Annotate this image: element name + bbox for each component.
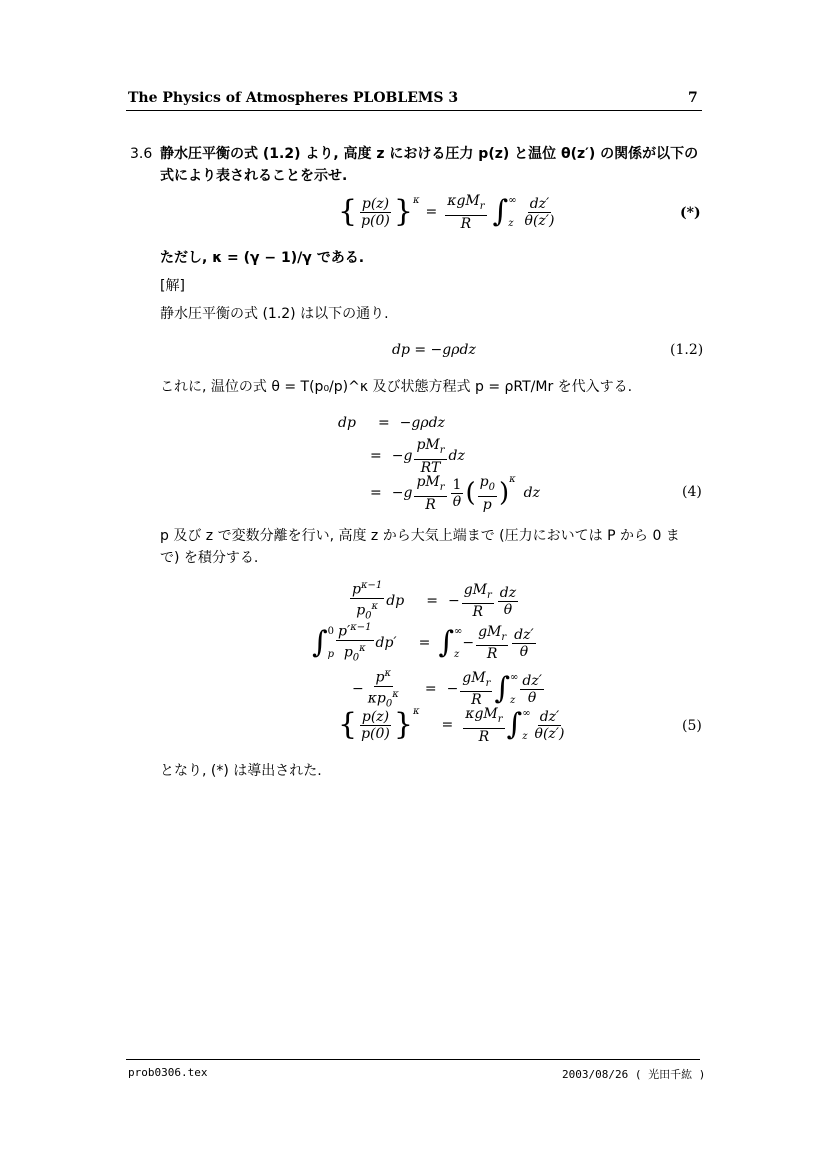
derivation-eq4-line3: = −g $\frac{pM_r}{R}$ $\frac{1}{\theta}$ ( $\frac{p_0}{p}$ ) $^\kappa$ dz [370, 474, 540, 513]
target-equation: { $\frac{p(z)}{p(0)}$ } $^\kappa$ = $\frac{\kappa gM_r}{R}$ ∫ ∞ z $\frac{dz'}{\theta(z')}$ [338, 193, 555, 232]
solution-label: [解] [160, 278, 185, 294]
derivation-eq5-line3: − $\frac{p^\kappa}{\kappa p_0^\kappa}$ = − $\frac{gM_r}{R}$ ∫ ∞ z $\frac{dz'}{\theta}$ [352, 668, 542, 710]
separation-text-line2: で) を積分する. [160, 550, 259, 566]
page-number: 7 [688, 90, 698, 106]
running-header-title: The Physics of Atmospheres PLOBLEMS 3 [128, 90, 459, 106]
equation-label-star: (*) [680, 205, 701, 221]
derivation-eq4-line2: = −g $\frac{pM_r}{RT}$ dz [370, 437, 465, 476]
problem-statement-line2: 式により表されることを示せ. [160, 168, 348, 184]
conclusion-text: となり, (*) は導出された. [160, 763, 322, 779]
separation-text-line1: p 及び z で変数分離を行い, 高度 z から大気上端まで (圧力においては P から 0 ま [160, 528, 680, 544]
footer-filename: prob0306.tex [128, 1066, 208, 1079]
footer-date-author: 2003/08/26 ( 光田千紘 ) [562, 1068, 706, 1081]
equation-1-2: dp = −gρdz [392, 342, 476, 358]
kappa-definition: ただし, κ = (γ − 1)/γ である. [160, 250, 365, 266]
derivation-eq5-line2: ∫ 0 p $\frac{p'^{\kappa-1}}{p_0^\kappa}$ dp′ = ∫ ∞ z − $\frac{gM_r}{R}$ $\frac{dz'}{\theta}$ [312, 622, 534, 664]
equation-label-4: (4) [682, 484, 702, 500]
problem-statement-line1: 静水圧平衡の式 (1.2) より, 高度 z における圧力 p(z) と温位 θ(z′) の関係が以下の [160, 146, 699, 162]
derivation-eq5-line1: $\frac{p^{\kappa-1}}{p_0^\kappa}$ dp = − $\frac{gM_r}{R}$ $\frac{dz}{\theta}$ [352, 580, 517, 622]
problem-number: 3.6 [130, 146, 153, 162]
header-rule [126, 110, 702, 111]
footer-rule [126, 1059, 700, 1060]
substitution-text: これに, 温位の式 θ = T(p₀/p)^κ 及び状態方程式 p = ρRT/Mr を代入する. [160, 379, 633, 395]
derivation-eq4-line1: dp = −gρdz [338, 415, 445, 431]
derivation-eq5-line4: { $\frac{p(z)}{p(0)}$ } $^\kappa$ = $\frac{\kappa gM_r}{R}$ ∫ ∞ z $\frac{dz'}{\theta(z')}$ [338, 706, 565, 745]
solution-intro: 静水圧平衡の式 (1.2) は以下の通り. [160, 306, 389, 322]
equation-label-5: (5) [682, 718, 702, 734]
equation-label-1-2: (1.2) [670, 342, 704, 358]
